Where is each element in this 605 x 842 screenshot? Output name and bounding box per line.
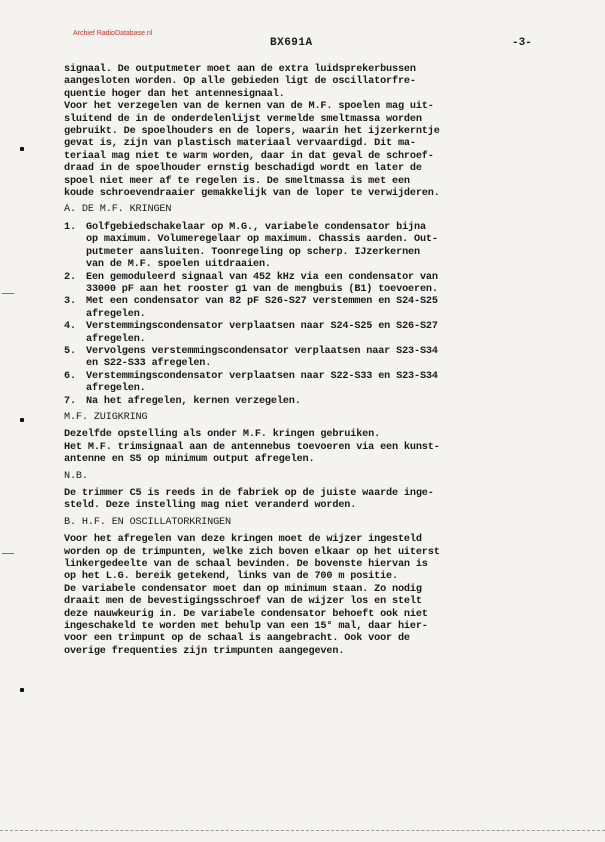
text-line: Met een condensator van 82 pF S26-S27 verstemmen en S24-S25	[86, 296, 438, 308]
list-item	[64, 272, 534, 297]
text-line: draad in de spoelhouder ernstig beschadigd wordt en later de	[64, 163, 422, 175]
item-number: 5.	[64, 345, 76, 357]
item-number: 7.	[64, 395, 76, 407]
page-number: -3-	[512, 37, 532, 49]
text-line: spoel niet meer af te regelen is. De smeltmassa is met een	[64, 175, 410, 187]
archive-watermark: Archief RadioDatabase.nl	[73, 30, 153, 37]
list-item	[64, 396, 534, 408]
text-line: aangesloten worden. Op alle gebieden ligt de oscillatorfre-	[64, 76, 416, 88]
text-line: Voor het verzegelen van de kernen van de M.F. spoelen mag uit-	[64, 101, 434, 113]
text-line: sluitend de in de onderdelenlijst vermelde smeltmassa worden	[64, 113, 422, 125]
zuigkring-paragraph	[64, 429, 534, 466]
text-line: Voor het afregelen van deze kringen moet de wijzer ingesteld	[64, 534, 422, 546]
margin-dot	[20, 418, 24, 422]
text-line: draait men de bevestigingsschroef van de wijzer los en stelt	[64, 596, 422, 608]
text-line: op het L.G. bereik getekend, links van de 700 m positie.	[64, 571, 398, 583]
margin-dot	[20, 688, 24, 692]
item-number: 1.	[64, 221, 76, 233]
margin-dash	[2, 553, 14, 554]
text-line: op maximum. Volumeregelaar op maximum. Chassis aarden. Out-	[86, 234, 438, 246]
list-item	[64, 346, 534, 371]
text-line: Na het afregelen, kernen verzegelen.	[86, 395, 301, 407]
text-line: steld. Deze instelling mag niet veranderd worden.	[64, 500, 357, 512]
bottom-edge-line	[0, 830, 605, 832]
nb-paragraph	[64, 488, 534, 513]
text-line: Verstemmingscondensator verplaatsen naar S24-S25 en S26-S27	[86, 321, 438, 333]
text-line: koude schroevendraaier gemakkelijk van de loper te verwijderen.	[64, 188, 440, 200]
text-line: voor een trimpunt op de schaal is aangebracht. Ook voor de	[64, 633, 410, 645]
text-line: gebruikt. De spoelhouders en de lopers, waarin het ijzerkerntje	[64, 126, 440, 138]
item-number: 6.	[64, 370, 76, 382]
item-number: 4.	[64, 321, 76, 333]
text-line: Dezelfde opstelling als onder M.F. kringen gebruiken.	[64, 429, 381, 441]
text-line: quentie hoger dan het antennesignaal.	[64, 88, 285, 100]
text-line: deze nauwkeurig in. De variabele condensator behoeft ook niet	[64, 608, 428, 620]
section-a-list	[64, 222, 534, 408]
text-line: van de M.F. spoelen uitdraaien.	[86, 259, 271, 271]
text-line: ingeschakeld te worden met behulp van een 15° mal, daar hier-	[64, 621, 428, 633]
text-line: Het M.F. trimsignaal aan de antennebus toevoeren via een kunst-	[64, 441, 440, 453]
section-b-heading: B. H.F. EN OSCILLATORKRINGEN	[64, 516, 231, 528]
text-line: gevat is, zijn van plastisch materiaal vervaardigd. Dit ma-	[64, 138, 416, 150]
text-line: en S22-S33 afregelen.	[86, 358, 212, 370]
text-line: antenne en S5 op minimum output afregelen.	[64, 454, 315, 466]
text-line: overige frequenties zijn trimpunten aangegeven.	[64, 645, 345, 657]
text-line: afregelen.	[86, 333, 146, 345]
body-text	[64, 64, 534, 658]
section-a-heading: A. DE M.F. KRINGEN	[64, 204, 172, 216]
text-line: Vervolgens verstemmingscondensator verplaatsen naar S23-S34	[86, 345, 438, 357]
zuigkring-heading: M.F. ZUIGKRING	[64, 411, 148, 423]
text-line: De trimmer C5 is reeds in de fabriek op de juiste waarde inge-	[64, 488, 434, 499]
item-number: 2.	[64, 271, 76, 283]
list-item	[64, 321, 534, 346]
text-line: signaal. De outputmeter moet aan de extra luidsprekerbussen	[64, 64, 416, 75]
list-item	[64, 371, 534, 396]
margin-dash	[2, 293, 14, 294]
text-line: putmeter aansluiten. Toonregeling op scherp. IJzerkernen	[86, 246, 420, 258]
text-line: Golfgebiedschakelaar op M.G., variabele condensator bijna	[86, 221, 426, 233]
text-line: afregelen.	[86, 383, 146, 395]
text-line: De variabele condensator moet dan op minimum staan. Zo nodig	[64, 583, 422, 595]
margin-dot	[20, 147, 24, 151]
nb-heading: N.B.	[64, 470, 88, 482]
text-line: Verstemmingscondensator verplaatsen naar S22-S33 en S23-S34	[86, 370, 438, 382]
list-item	[64, 296, 534, 321]
model-number: BX691A	[270, 37, 313, 49]
item-number: 3.	[64, 296, 76, 308]
text-line: teriaal mag niet te warm worden, daar in dat geval de schroef-	[64, 150, 434, 162]
text-line: Een gemoduleerd signaal van 452 kHz via een condensator van	[86, 271, 438, 283]
text-line: linkergedeelte van de schaal bevinden. De bovenste hiervan is	[64, 559, 428, 571]
text-line: worden op de trimpunten, welke zich boven elkaar op het uiterst	[64, 546, 440, 558]
intro-paragraph	[64, 64, 534, 200]
text-line: 33000 pF aan het rooster g1 van de mengbuis (B1) toevoeren.	[86, 283, 438, 295]
text-line: afregelen.	[86, 308, 146, 320]
list-item	[64, 222, 534, 272]
section-b-paragraph	[64, 534, 534, 658]
